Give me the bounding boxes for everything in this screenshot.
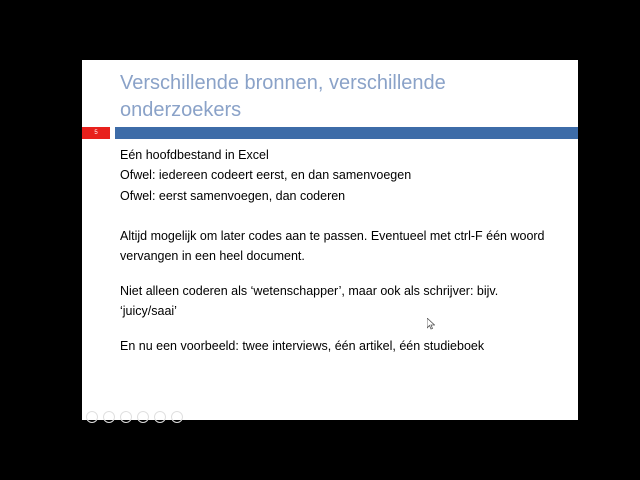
pen-icon[interactable] bbox=[120, 411, 132, 423]
slides-icon[interactable] bbox=[137, 411, 149, 423]
slide-number: 5 bbox=[82, 127, 110, 139]
paragraph: En nu een voorbeeld: twee interviews, één artikel, één studieboek bbox=[120, 339, 485, 353]
more-icon[interactable] bbox=[171, 411, 183, 423]
bullet-line: Ofwel: iedereen codeert eerst, en dan samenvoegen bbox=[120, 168, 412, 182]
presentation-slide bbox=[82, 60, 578, 420]
title-divider-bar bbox=[115, 127, 578, 139]
mouse-cursor-icon bbox=[427, 318, 435, 330]
paragraph: Altijd mogelijk om later codes aan te passen. Eventueel met ctrl-F één woord vervangen in een heel document. bbox=[120, 229, 545, 263]
slide-title: Verschillende bronnen, verschillende onderzoekers bbox=[120, 72, 446, 121]
next-icon[interactable] bbox=[103, 411, 115, 423]
previous-icon[interactable] bbox=[86, 411, 98, 423]
slideshow-controls bbox=[86, 411, 183, 423]
bullet-line: Eén hoofdbestand in Excel bbox=[120, 148, 269, 162]
paragraph: Niet alleen coderen als ‘wetenschapper’, maar ook als schrijver: bijv. ‘juicy/saai’ bbox=[120, 284, 499, 318]
bullet-line: Ofwel: eerst samenvoegen, dan coderen bbox=[120, 189, 346, 203]
zoom-icon[interactable] bbox=[154, 411, 166, 423]
